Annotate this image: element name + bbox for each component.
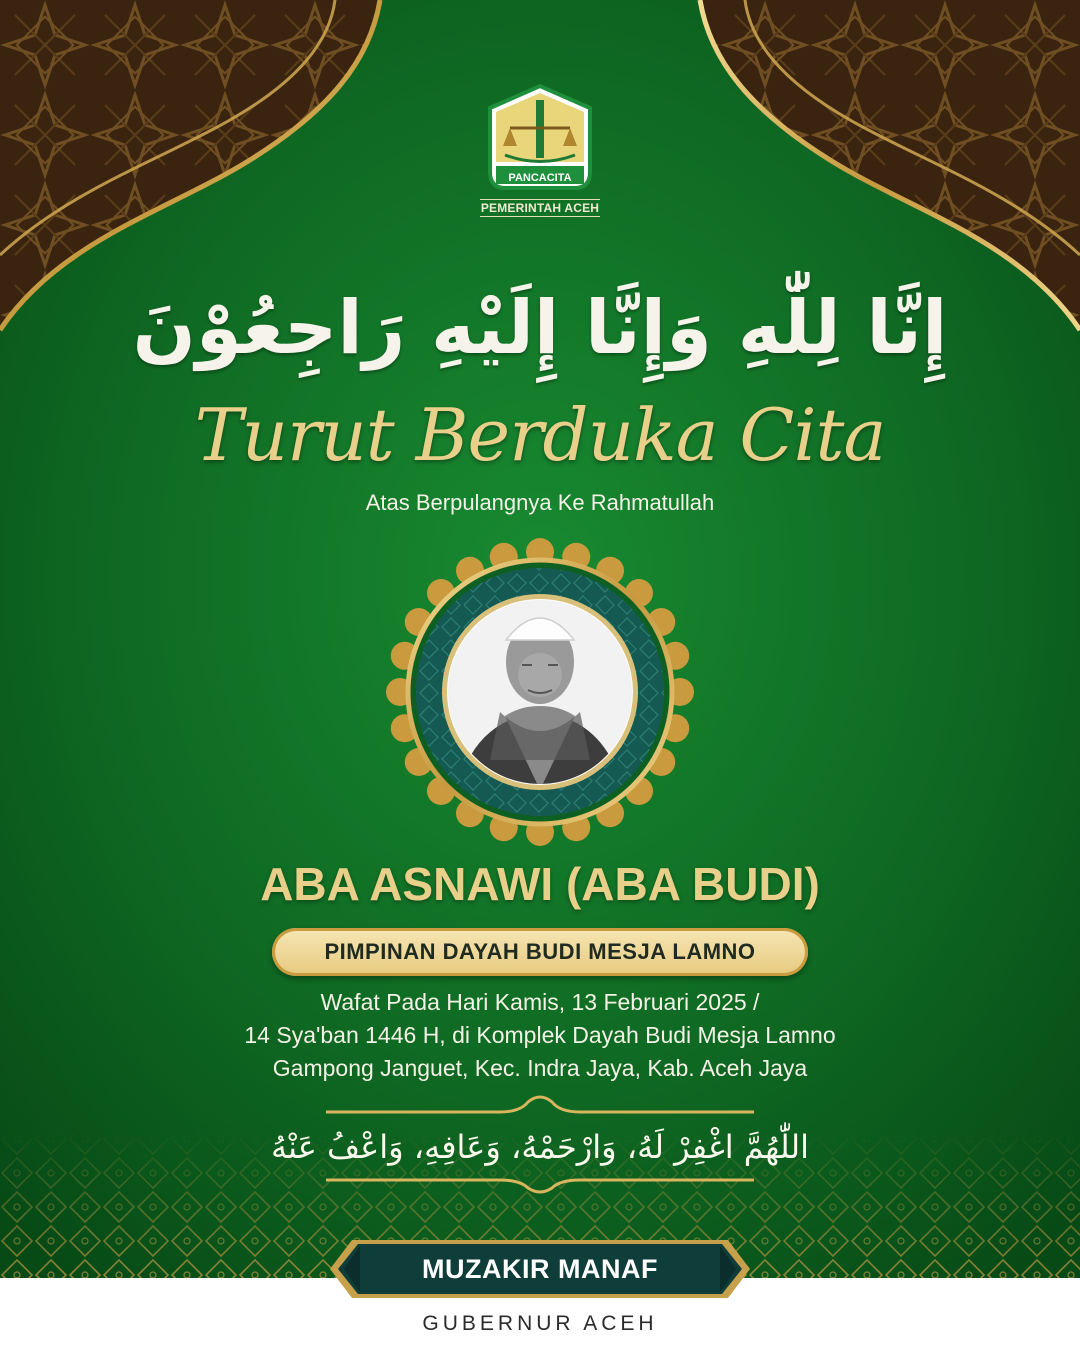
headline: Turut Berduka Cita <box>194 393 886 477</box>
prayer-text: اللّٰهُمَّ اغْفِرْ لَهُ، وَارْحَمْهُ، وَعَافِهِ، وَاعْفُ عَنْهُ <box>270 1128 810 1166</box>
signer-name: MUZAKIR MANAF <box>422 1254 658 1284</box>
signer-banner <box>330 1240 750 1298</box>
death-detail-line: Gampong Janguet, Kec. Indra Jaya, Kab. Aceh Jaya <box>272 1055 808 1081</box>
death-details <box>0 986 1080 1085</box>
death-detail-line: Wafat Pada Hari Kamis, 13 Februari 2025 / <box>320 989 760 1015</box>
emblem-label: PANCACITA <box>508 172 572 184</box>
death-detail-line: 14 Sya'ban 1446 H, di Komplek Dayah Budi Mesja Lamno <box>244 1022 836 1048</box>
subheadline: Atas Berpulangnya Ke Rahmatullah <box>365 490 715 515</box>
portrait-frame <box>380 532 700 852</box>
government-caption: PEMERINTAH ACEH <box>480 201 600 215</box>
istirja-calligraphy: إِنَّا لِلّٰهِ وَإِنَّا إِلَيْهِ رَاجِعُوْنَ <box>132 285 948 371</box>
deceased-name: ABA ASNAWI (ABA BUDI) <box>260 858 820 910</box>
position-text: PIMPINAN DAYAH BUDI MESJA LAMNO <box>324 939 756 964</box>
position-badge <box>272 928 808 976</box>
signer-title: GUBERNUR ACEH <box>422 1312 658 1335</box>
